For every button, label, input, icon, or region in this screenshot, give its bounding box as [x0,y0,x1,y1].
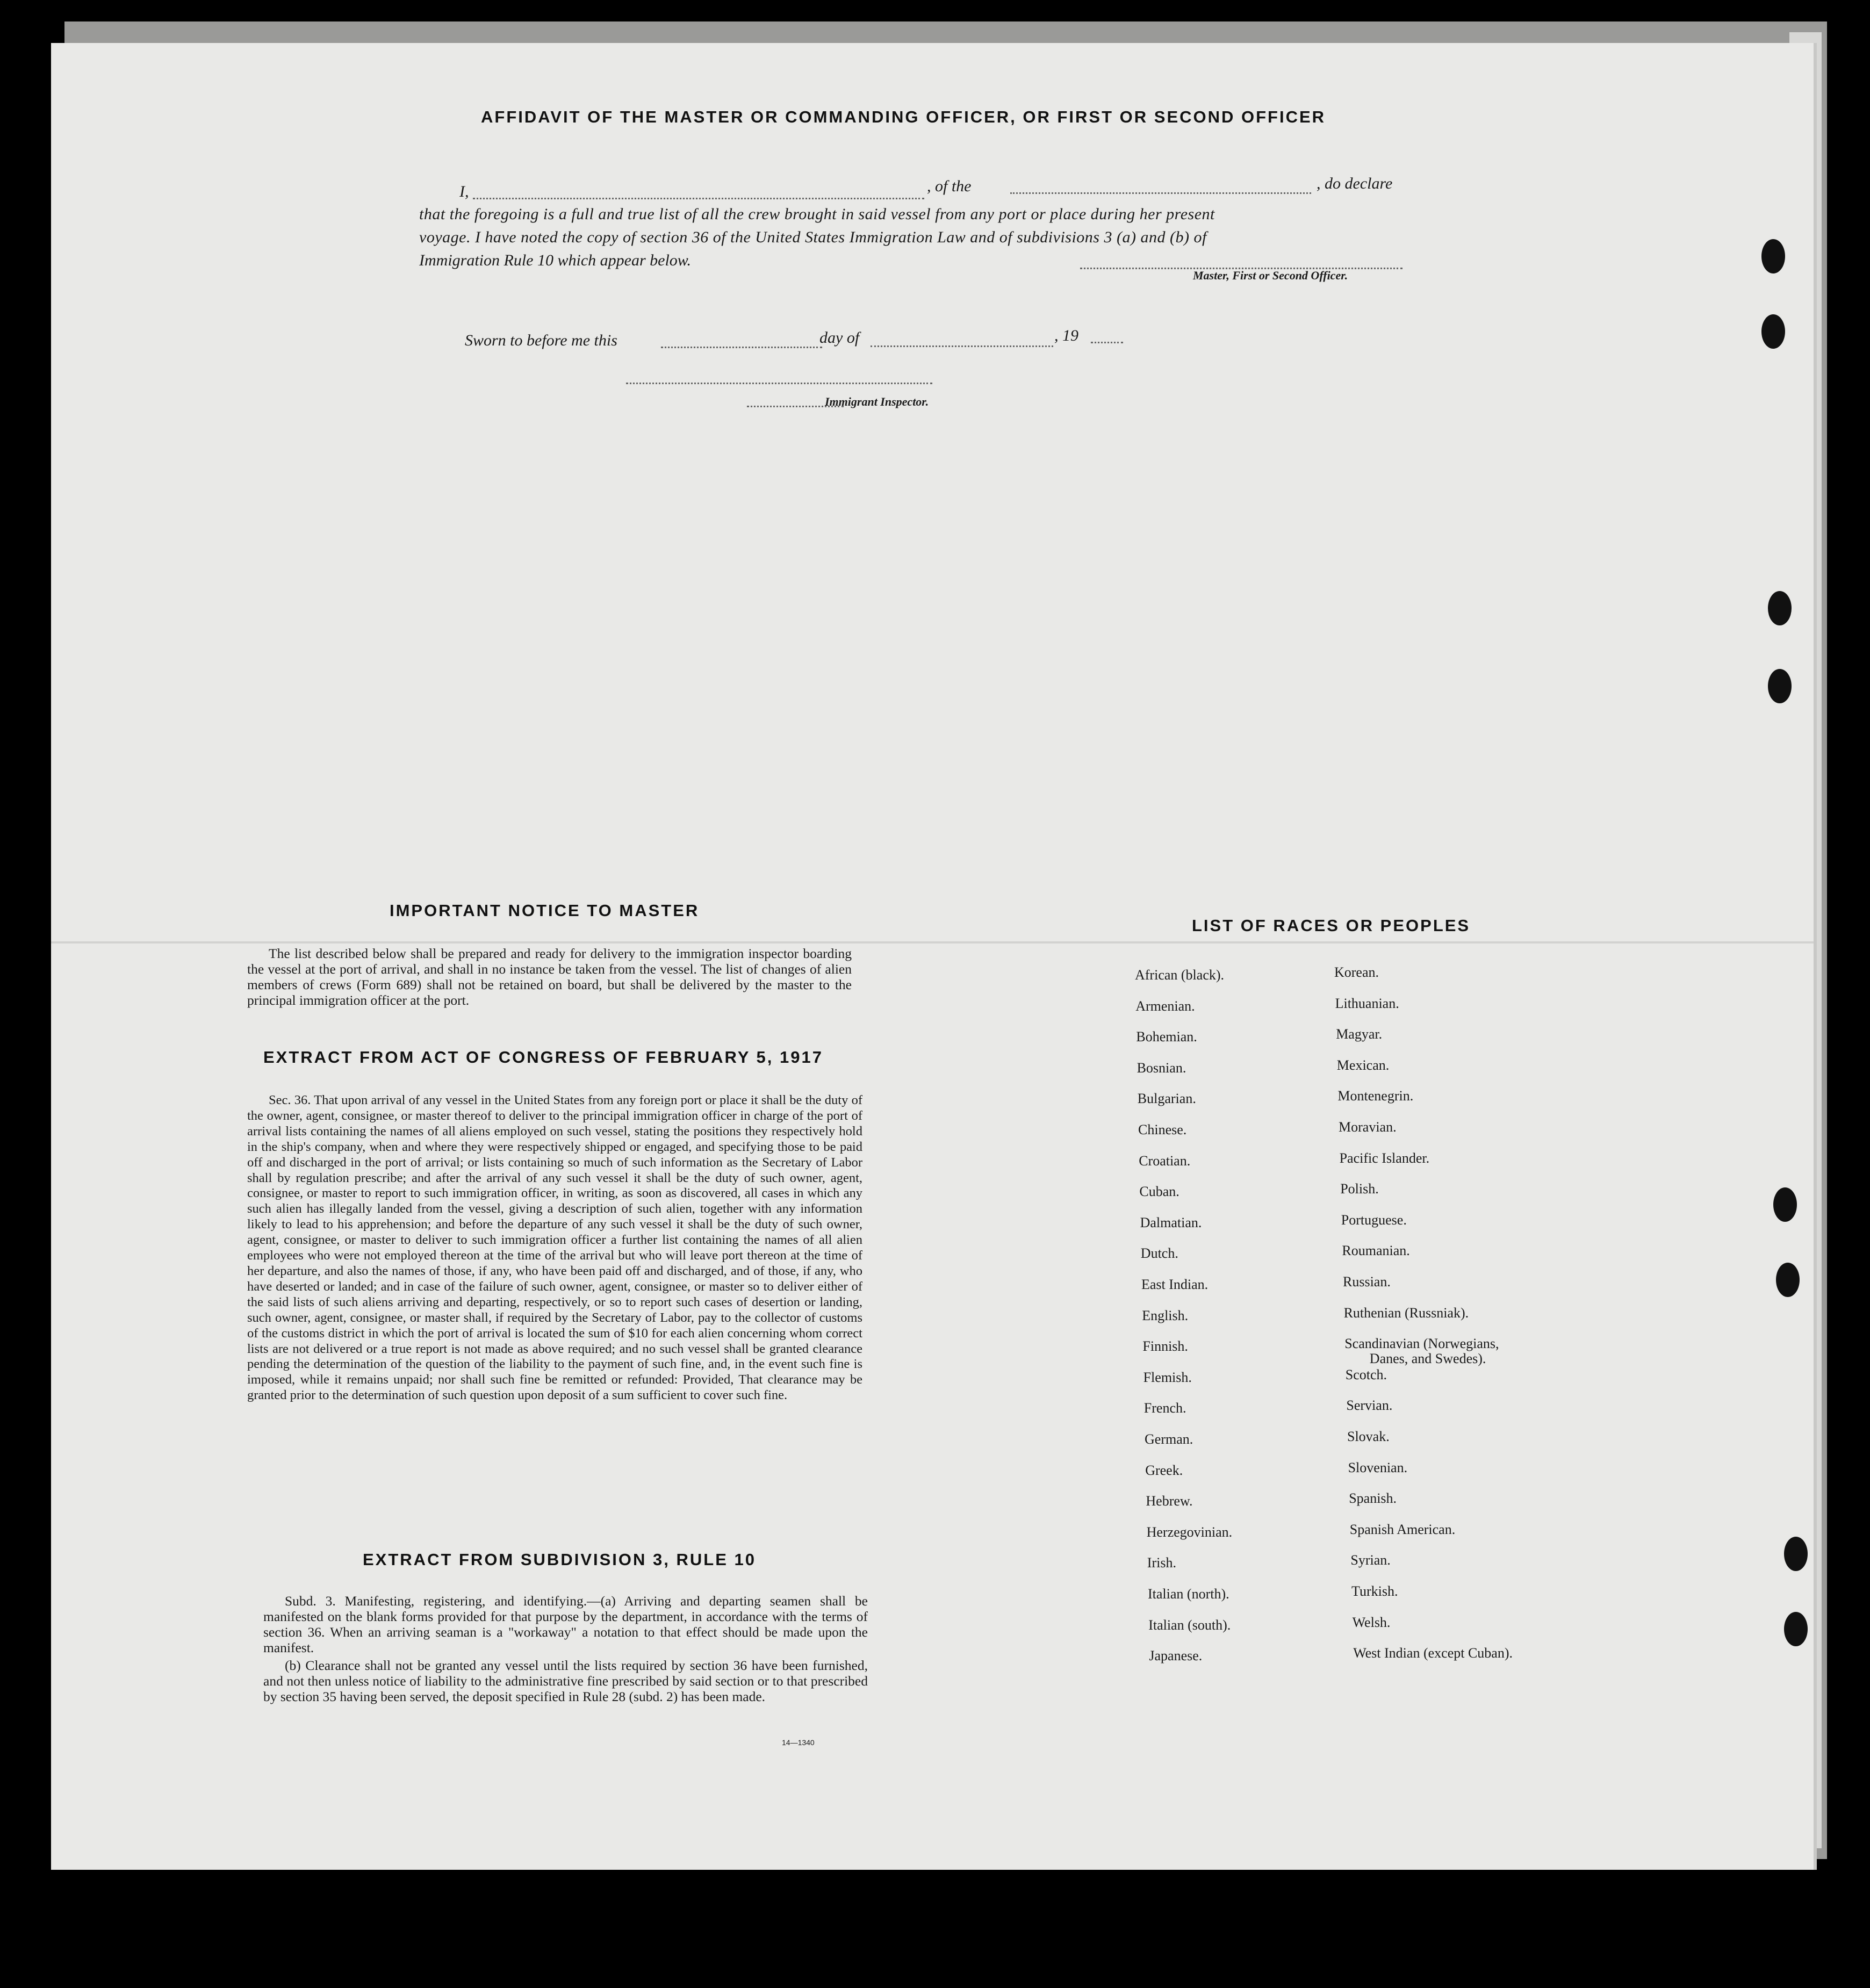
affidavit-title: AFFIDAVIT OF THE MASTER OR COMMANDING OFFICER, OR FIRST OR SECOND OFFICER [481,107,1326,126]
inspector-signature-blank[interactable] [626,383,932,384]
race-item: Pacific Islander. [1339,1150,1430,1166]
race-item: Finnish. [1142,1338,1188,1355]
race-item: Slovak. [1347,1429,1390,1444]
race-item: Syrian. [1350,1552,1391,1568]
race-item: Japanese. [1149,1648,1203,1664]
section-36-paragraph: Sec. 36. That upon arrival of any vessel in the United States from any foreign port or place it shall be the duty of the owner, agent, consignee, or master thereof to deliver to the principal immigration officer in charge of the port of arrival lists containing the names of all aliens employed on such vessel, stating the positions they respectively hold in the ship's company, when and where they were respectively shipped or engaged, and specifying those to be paid off and discharged in the port of arrival; or lists containing so much of such information as the Secretary of Labor shall by regulation prescribe; and after the arrival of any such vessel it shall be the duty of such owner, agent, consignee, or master to report to such immigration officer, in writing, as soon as discovered, all cases in which any such alien has illegally landed from the vessel, giving a description of such alien, together with any information likely to lead to his apprehension; and before the departure of any such vessel it shall be the duty of such owner, agent, consignee, or master to deliver to such immigration officer a further list containing the names of all alien employees who were not employed thereon at the time of the arrival but who will leave port thereon at the time of her departure, and also the names of those, if any, who have been paid off and discharged, and of those, if any, who have deserted or landed; and in case of the failure of such owner, agent, consignee, or master so to deliver either of the said lists of such aliens arriving and departing, respectively, or so to report such cases of desertion or landing, such owner, agent, consignee, or master shall, if required by the Secretary of Labor, pay to the collector of customs of the customs district in which the port of arrival is located the sum of $10 for each alien concerning whom correct lists are not delivered or a true report is not made as above required; and no such vessel shall be granted clearance pending the determination of the question of the liability to the payment of such fine, and, in the event such fine is imposed, while it remains unpaid; nor shall such fine be remitted or refunded: Provided, That clearance may be granted prior to the determination of such question upon deposit of a sum sufficient to cover such fine. [247,1093,862,1403]
binder-hole-icon [1768,669,1792,703]
race-item: Roumanian. [1342,1243,1410,1259]
race-item: Greek. [1145,1462,1183,1478]
affidavit-line-4: Immigration Rule 10 which appear below. [419,251,692,269]
race-item: Chinese. [1138,1122,1187,1137]
rule-paragraph-b: (b) Clearance shall not be granted any vessel until the lists required by section 36 have been furnished, and not then unless notice of liability to the administrative fine prescribed by said section or to that prescribed by section 35 having been served, the deposit specified in Rule 28 (subd. 2) has been made. [263,1658,868,1704]
form-number: 14—1340 [782,1738,815,1747]
race-item: Lithuanian. [1335,995,1399,1011]
year-blank[interactable] [1091,342,1123,343]
extract-act-title: EXTRACT FROM ACT OF CONGRESS OF FEBRUARY 5, 1917 [263,1048,823,1067]
race-item: Scandinavian (Norwegians, [1344,1336,1499,1352]
vessel-blank[interactable] [1010,192,1311,194]
race-item: Turkish. [1351,1583,1398,1599]
race-item: Dutch. [1140,1245,1178,1262]
race-item: Russian. [1343,1274,1391,1290]
race-item: Mexican. [1336,1057,1390,1073]
race-item: Flemish. [1143,1369,1192,1385]
extract-act-text [247,1093,862,1403]
notice-title: IMPORTANT NOTICE TO MASTER [390,901,700,920]
race-item: African (black). [1135,967,1225,983]
sworn-label: Sworn to before me this [465,332,617,349]
binder-hole-icon [1784,1612,1808,1646]
race-item: West Indian (except Cuban). [1353,1645,1513,1661]
race-item: Welsh. [1352,1614,1391,1630]
inspector-label: Immigrant Inspector. [825,395,929,408]
race-item: Scotch. [1345,1366,1387,1382]
name-blank[interactable] [473,198,924,199]
race-item: Servian. [1346,1398,1393,1414]
extract-rule-text [263,1593,868,1704]
binder-hole-icon [1773,1187,1797,1222]
race-item: Italian (north). [1148,1586,1229,1602]
race-item: Danes, and Swedes). [1369,1351,1486,1367]
race-item: Slovenian. [1348,1459,1408,1475]
year-label: , 19 [1054,327,1078,344]
race-item: German. [1145,1431,1193,1447]
race-item: Bulgarian. [1137,1091,1196,1107]
notice-text [247,946,852,1008]
page-fold [51,941,1814,943]
race-item: Hebrew. [1146,1493,1193,1509]
affidavit-of-the: , of the [927,177,972,195]
race-item: Magyar. [1336,1026,1383,1042]
races-title: LIST OF RACES OR PEOPLES [1192,916,1471,935]
extract-rule-title: EXTRACT FROM SUBDIVISION 3, RULE 10 [363,1550,756,1569]
race-item: Moravian. [1339,1119,1397,1135]
race-item: Cuban. [1139,1184,1179,1200]
binder-hole-icon [1768,591,1792,625]
race-item: Italian (south). [1148,1617,1231,1633]
affidavit-line-2: that the foregoing is a full and true list of all the crew brought in said vessel from any port or place during her present [419,205,1215,223]
rule-paragraph-a: Subd. 3. Manifesting, registering, and identifying.—(a) Arriving and departing seamen shall be manifested on the blank forms provided for that purpose by the department, in accordance with the terms of section 36. When an arriving seaman is a "workaway" a notation to that effect should be made upon the manifest. [263,1593,868,1655]
race-item: Bosnian. [1137,1060,1186,1076]
binder-hole-icon [1776,1263,1800,1297]
race-item: Herzegovinian. [1146,1524,1233,1540]
master-signature-label: Master, First or Second Officer. [1193,269,1348,282]
sworn-day-blank[interactable] [661,347,822,348]
affidavit-line-3: voyage. I have noted the copy of section 36 of the United States Immigration Law and of subdivisions 3 (a) and (b) of [419,228,1207,246]
race-item: Spanish American. [1349,1521,1456,1537]
race-item: Portuguese. [1341,1212,1407,1228]
affidavit-do-declare: , do declare [1317,175,1393,192]
binder-hole-icon [1761,314,1785,349]
race-item: Armenian. [1135,998,1195,1014]
race-item: East Indian. [1141,1277,1209,1292]
race-item: English. [1142,1307,1189,1323]
binder-hole-icon [1784,1537,1808,1571]
race-item: Korean. [1334,964,1379,980]
affidavit-i-label: I, [459,183,469,200]
binder-hole-icon [1761,239,1785,273]
race-item: Irish. [1147,1555,1176,1571]
race-item: Montenegrin. [1337,1088,1414,1104]
notice-paragraph: The list described below shall be prepared and ready for delivery to the immigration inspector boarding the vessel at the port of arrival, and shall in no instance be taken from the vessel. The list of changes of alien members of crews (Form 689) shall not be retained on board, but shall be delivered by the master to the principal immigration officer at the port. [247,946,852,1008]
race-item: Croatian. [1139,1153,1191,1169]
day-of-label: day of [819,329,860,347]
race-item: Dalmatian. [1140,1214,1202,1230]
race-item: Bohemian. [1136,1029,1197,1045]
race-item: Spanish. [1349,1490,1397,1507]
month-blank[interactable] [871,345,1053,347]
race-item: French. [1143,1400,1186,1416]
race-item: Polish. [1340,1181,1379,1197]
race-item: Ruthenian (Russniak). [1343,1305,1469,1321]
